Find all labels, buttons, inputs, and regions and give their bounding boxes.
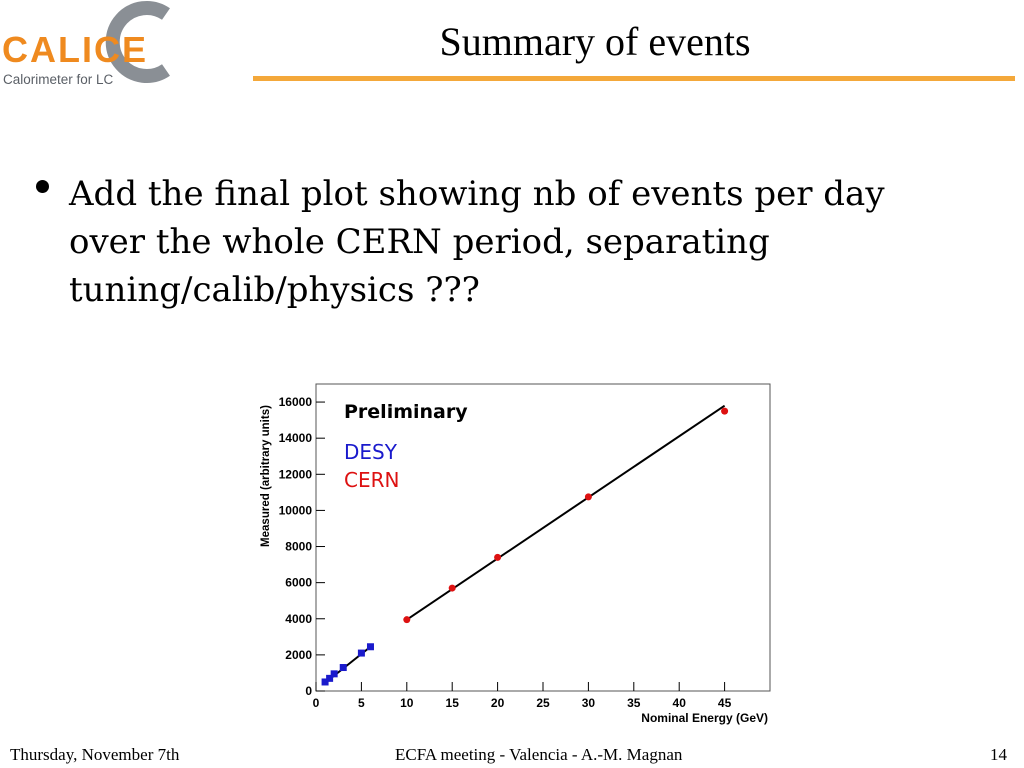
data-point-cern	[494, 554, 501, 561]
data-point-cern	[403, 616, 410, 623]
slide-title: Summary of events	[439, 19, 751, 64]
legend-cern: CERN	[344, 468, 400, 492]
calice-logo	[0, 0, 175, 92]
x-tick-label: 25	[536, 696, 550, 710]
y-tick-label: 16000	[278, 395, 312, 410]
x-tick-label: 10	[400, 696, 414, 710]
x-tick-label: 20	[490, 696, 505, 710]
bullet-dot-icon	[36, 180, 49, 193]
x-axis-label: Nominal Energy (GeV)	[641, 711, 768, 725]
energy-linearity-plot	[256, 378, 776, 728]
data-point-cern	[585, 493, 592, 500]
y-tick-label: 6000	[285, 575, 312, 590]
x-tick-label: 5	[358, 696, 365, 710]
y-tick-label: 14000	[278, 431, 312, 446]
title-underline	[253, 76, 1015, 81]
y-axis-label: Measured (arbitrary units)	[260, 405, 272, 547]
x-tick-label: 15	[445, 696, 459, 710]
x-tick-label: 0	[312, 696, 320, 710]
data-point-desy	[331, 670, 338, 677]
footer-page-number: 14	[990, 745, 1007, 764]
bullet-text: Add the final plot showing nb of events per day over the whole CERN period, separating tuning/calib/physics ???	[69, 174, 885, 310]
plot-frame	[316, 384, 770, 691]
preliminary-label: Preliminary	[344, 401, 468, 423]
x-tick-label: 35	[627, 696, 641, 710]
data-point-cern	[449, 585, 456, 592]
footer-meeting: ECFA meeting - Valencia - A.-M. Magnan	[395, 745, 683, 764]
y-tick-label: 8000	[285, 539, 312, 554]
data-point-desy	[367, 643, 374, 650]
y-tick-label: 12000	[278, 467, 312, 482]
logo-subtitle: Calorimeter for LC	[3, 72, 114, 87]
y-tick-label: 10000	[278, 503, 312, 518]
data-point-desy	[358, 650, 365, 657]
footer-date: Thursday, November 7th	[10, 745, 180, 764]
y-tick-label: 2000	[285, 647, 312, 662]
x-tick-label: 40	[672, 696, 686, 710]
legend-desy: DESY	[344, 440, 397, 464]
y-tick-label: 4000	[285, 611, 312, 626]
data-point-desy	[340, 664, 347, 671]
x-tick-label: 45	[717, 696, 732, 710]
x-tick-label: 30	[581, 696, 596, 710]
logo-word: CALICE	[2, 29, 148, 70]
y-tick-label: 0	[305, 684, 312, 698]
data-point-cern	[721, 408, 728, 415]
